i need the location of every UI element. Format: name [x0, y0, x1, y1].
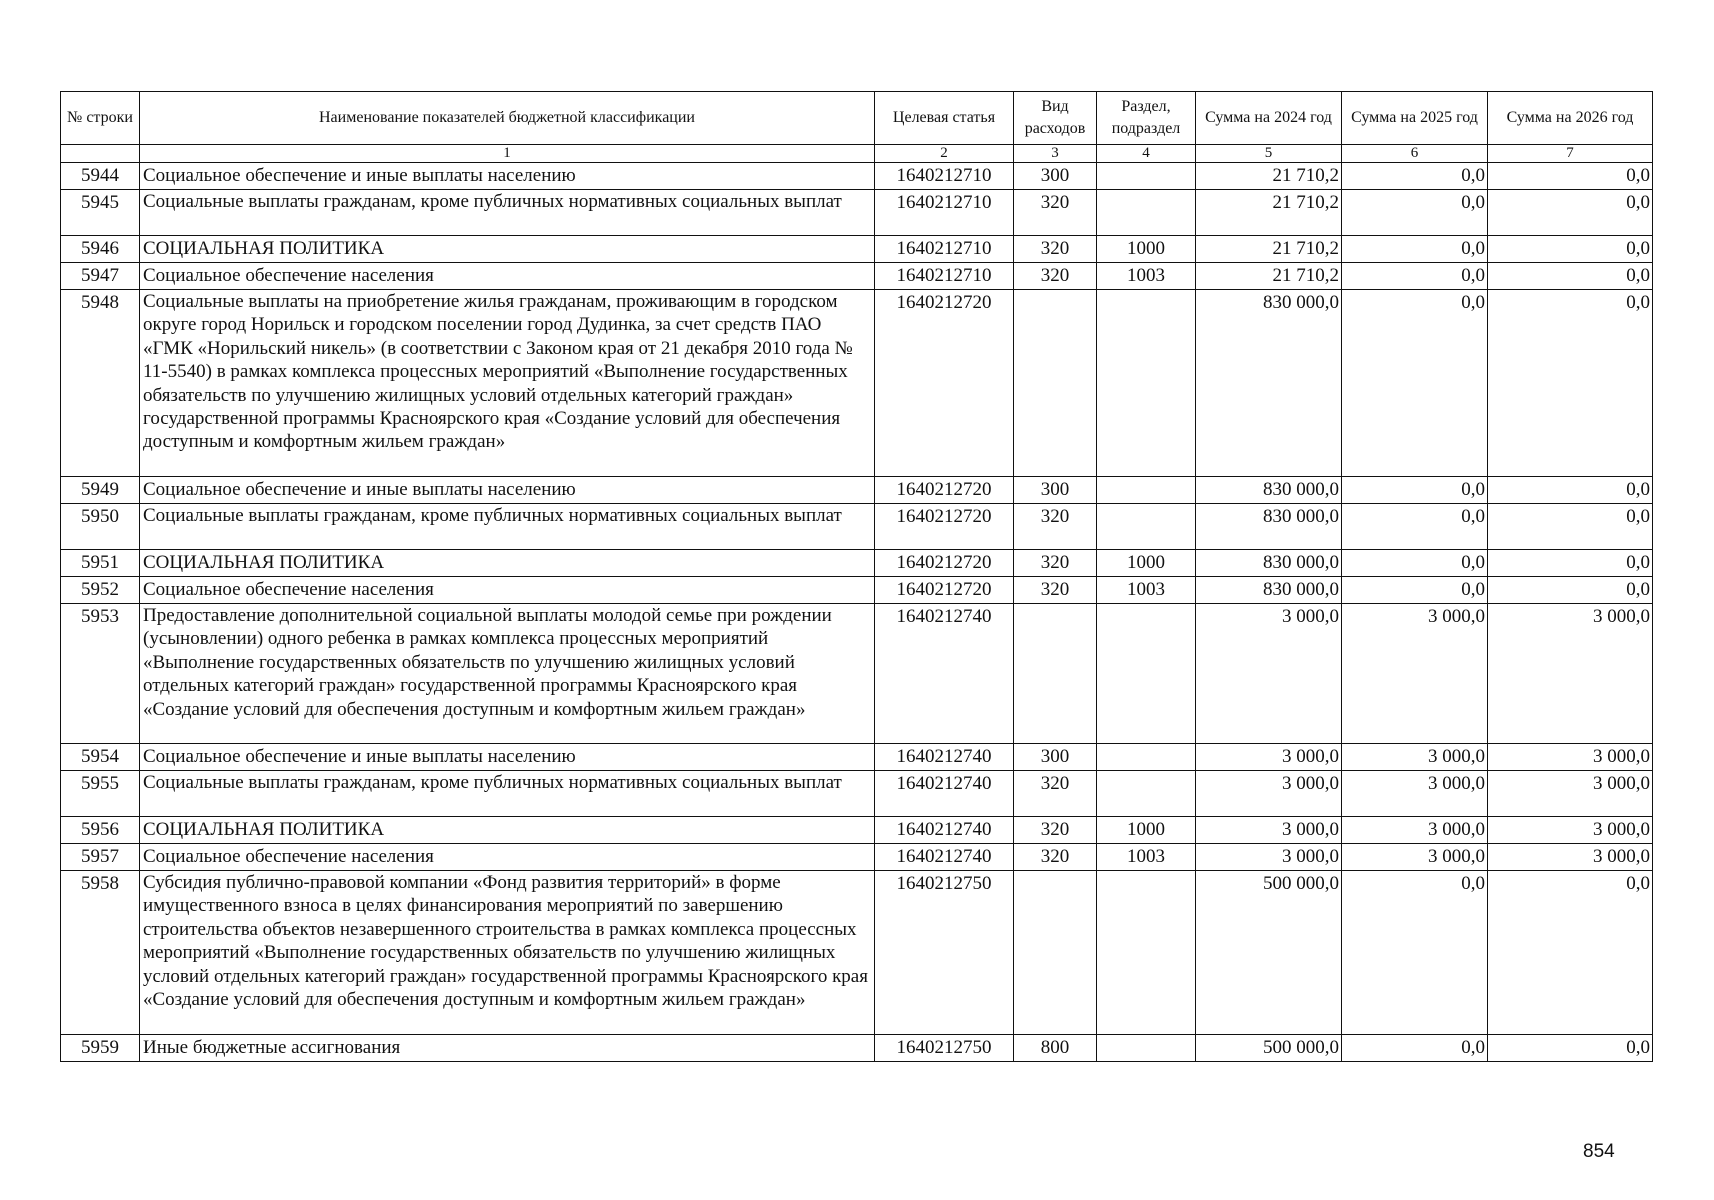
target-article-cell: 1640212720: [875, 477, 1014, 504]
column-number: 5: [1196, 145, 1342, 163]
section-code-cell: [1097, 190, 1196, 236]
sum-2026-cell: 3 000,0: [1488, 817, 1653, 844]
section-code-cell: 1003: [1097, 844, 1196, 871]
table-row: [61, 190, 1653, 236]
sum-2024-cell: 500 000,0: [1196, 871, 1342, 1035]
column-number: 2: [875, 145, 1014, 163]
target-article-cell: 1640212750: [875, 1035, 1014, 1062]
indicator-name-cell: Субсидия публично-правовой компании «Фонд развития территорий» в форме имущественного взноса в целях финансирования мероприятий по завершению строительства объектов незавершенного строительства в рамках комплекса процессных мероприятий «Выполнение государственных обязательств по улучшению жилищных условий отдельных категорий граждан» государственной программы Красноярского края «Создание условий для обеспечения доступным и комфортным жильем граждан»: [140, 871, 875, 1035]
sum-2025-cell: 0,0: [1342, 477, 1488, 504]
indicator-name-cell: Социальные выплаты гражданам, кроме публичных нормативных социальных выплат: [140, 190, 875, 236]
section-code-cell: [1097, 744, 1196, 771]
table-row: [61, 871, 1653, 1035]
target-article-cell: 1640212740: [875, 771, 1014, 817]
row-number-cell: 5948: [61, 290, 140, 477]
sum-2024-cell: 21 710,2: [1196, 163, 1342, 190]
target-article-cell: 1640212710: [875, 263, 1014, 290]
column-number: 3: [1014, 145, 1097, 163]
target-article-cell: 1640212750: [875, 871, 1014, 1035]
section-code-cell: [1097, 163, 1196, 190]
target-article-cell: 1640212740: [875, 604, 1014, 744]
indicator-name-cell: Социальное обеспечение и иные выплаты населению: [140, 477, 875, 504]
expense-type-cell: [1014, 871, 1097, 1035]
table-row: [61, 290, 1653, 477]
sum-2025-cell: 3 000,0: [1342, 771, 1488, 817]
sum-2025-cell: 0,0: [1342, 504, 1488, 550]
row-number-cell: 5957: [61, 844, 140, 871]
expense-type-cell: 300: [1014, 744, 1097, 771]
section-code-cell: [1097, 504, 1196, 550]
table-row: [61, 263, 1653, 290]
indicator-name-cell: Социальные выплаты на приобретение жилья гражданам, проживающим в городском округе город Норильск и городском поселении город Дудинка, за счет средств ПАО «ГМК «Норильский никель» (в соответствии с Законом края от 21 декабря 2010 года № 11-5540) в рамках комплекса процессных мероприятий «Выполнение государственных обязательств по улучшению жилищных условий отдельных категорий граждан» государственной программы Красноярского края «Создание условий для обеспечения доступным и комфортным жильем граждан»: [140, 290, 875, 477]
header-sum-2026: Сумма на 2026 год: [1488, 92, 1653, 145]
expense-type-cell: [1014, 604, 1097, 744]
column-number: 4: [1097, 145, 1196, 163]
table-row: [61, 236, 1653, 263]
sum-2024-cell: 830 000,0: [1196, 550, 1342, 577]
expense-type-cell: 320: [1014, 817, 1097, 844]
target-article-cell: 1640212710: [875, 190, 1014, 236]
row-number-cell: 5952: [61, 577, 140, 604]
sum-2024-cell: 3 000,0: [1196, 744, 1342, 771]
column-number-blank: [61, 145, 140, 163]
sum-2026-cell: 0,0: [1488, 871, 1653, 1035]
sum-2026-cell: 0,0: [1488, 163, 1653, 190]
header-expense-type: Вид расходов: [1014, 92, 1097, 145]
sum-2025-cell: 0,0: [1342, 871, 1488, 1035]
table-row: [61, 550, 1653, 577]
header-sum-2024: Сумма на 2024 год: [1196, 92, 1342, 145]
sum-2026-cell: 3 000,0: [1488, 744, 1653, 771]
section-code-cell: 1000: [1097, 550, 1196, 577]
header-row-number: № строки: [61, 92, 140, 145]
row-number-cell: 5944: [61, 163, 140, 190]
sum-2026-cell: 0,0: [1488, 477, 1653, 504]
column-number-row: [61, 145, 1653, 163]
sum-2025-cell: 3 000,0: [1342, 604, 1488, 744]
target-article-cell: 1640212740: [875, 817, 1014, 844]
target-article-cell: 1640212720: [875, 504, 1014, 550]
expense-type-cell: 320: [1014, 263, 1097, 290]
indicator-name-cell: Социальное обеспечение и иные выплаты населению: [140, 163, 875, 190]
table-body: [61, 163, 1653, 1062]
sum-2026-cell: 0,0: [1488, 504, 1653, 550]
row-number-cell: 5959: [61, 1035, 140, 1062]
table-row: [61, 844, 1653, 871]
sum-2024-cell: 3 000,0: [1196, 771, 1342, 817]
sum-2025-cell: 0,0: [1342, 1035, 1488, 1062]
sum-2025-cell: 0,0: [1342, 190, 1488, 236]
section-code-cell: [1097, 290, 1196, 477]
indicator-name-cell: Иные бюджетные ассигнования: [140, 1035, 875, 1062]
row-number-cell: 5947: [61, 263, 140, 290]
sum-2025-cell: 3 000,0: [1342, 844, 1488, 871]
row-number-cell: 5953: [61, 604, 140, 744]
target-article-cell: 1640212710: [875, 236, 1014, 263]
table-row: [61, 477, 1653, 504]
sum-2025-cell: 0,0: [1342, 550, 1488, 577]
indicator-name-cell: Социальное обеспечение населения: [140, 577, 875, 604]
sum-2026-cell: 0,0: [1488, 236, 1653, 263]
sum-2026-cell: 3 000,0: [1488, 844, 1653, 871]
table-row: [61, 577, 1653, 604]
indicator-name-cell: Социальные выплаты гражданам, кроме публичных нормативных социальных выплат: [140, 771, 875, 817]
indicator-name-cell: Предоставление дополнительной социальной выплаты молодой семье при рождении (усыновлении) одного ребенка в рамках комплекса процессных мероприятий «Выполнение государственных обязательств по улучшению жилищных условий отдельных категорий граждан» государственной программы Красноярского края «Создание условий для обеспечения доступным и комфортным жильем граждан»: [140, 604, 875, 744]
sum-2026-cell: 0,0: [1488, 190, 1653, 236]
row-number-cell: 5958: [61, 871, 140, 1035]
expense-type-cell: 320: [1014, 844, 1097, 871]
column-number: 1: [140, 145, 875, 163]
row-number-cell: 5955: [61, 771, 140, 817]
sum-2026-cell: 0,0: [1488, 577, 1653, 604]
expense-type-cell: 320: [1014, 236, 1097, 263]
row-number-cell: 5949: [61, 477, 140, 504]
sum-2024-cell: 21 710,2: [1196, 190, 1342, 236]
sum-2025-cell: 0,0: [1342, 263, 1488, 290]
table-header: [61, 92, 1653, 163]
sum-2026-cell: 3 000,0: [1488, 771, 1653, 817]
table-row: [61, 771, 1653, 817]
page-number: 854: [1583, 1141, 1615, 1162]
section-code-cell: [1097, 604, 1196, 744]
indicator-name-cell: Социальное обеспечение и иные выплаты населению: [140, 744, 875, 771]
row-number-cell: 5954: [61, 744, 140, 771]
expense-type-cell: 300: [1014, 163, 1097, 190]
section-code-cell: [1097, 1035, 1196, 1062]
section-code-cell: 1000: [1097, 236, 1196, 263]
section-code-cell: 1003: [1097, 263, 1196, 290]
expense-type-cell: 800: [1014, 1035, 1097, 1062]
target-article-cell: 1640212720: [875, 577, 1014, 604]
table-row: [61, 1035, 1653, 1062]
section-code-cell: 1000: [1097, 817, 1196, 844]
budget-table: [60, 91, 1653, 1062]
sum-2025-cell: 0,0: [1342, 577, 1488, 604]
sum-2024-cell: 830 000,0: [1196, 577, 1342, 604]
sum-2024-cell: 21 710,2: [1196, 236, 1342, 263]
column-number: 6: [1342, 145, 1488, 163]
sum-2024-cell: 830 000,0: [1196, 504, 1342, 550]
section-code-cell: [1097, 771, 1196, 817]
sum-2026-cell: 0,0: [1488, 263, 1653, 290]
sum-2025-cell: 3 000,0: [1342, 744, 1488, 771]
target-article-cell: 1640212710: [875, 163, 1014, 190]
row-number-cell: 5951: [61, 550, 140, 577]
indicator-name-cell: Социальное обеспечение населения: [140, 263, 875, 290]
sum-2026-cell: 0,0: [1488, 550, 1653, 577]
row-number-cell: 5945: [61, 190, 140, 236]
sum-2026-cell: 0,0: [1488, 1035, 1653, 1062]
row-number-cell: 5946: [61, 236, 140, 263]
expense-type-cell: 300: [1014, 477, 1097, 504]
sum-2024-cell: 500 000,0: [1196, 1035, 1342, 1062]
header-target-article: Целевая статья: [875, 92, 1014, 145]
sum-2025-cell: 0,0: [1342, 290, 1488, 477]
target-article-cell: 1640212720: [875, 290, 1014, 477]
sum-2026-cell: 3 000,0: [1488, 604, 1653, 744]
target-article-cell: 1640212740: [875, 844, 1014, 871]
sum-2026-cell: 0,0: [1488, 290, 1653, 477]
column-number: 7: [1488, 145, 1653, 163]
sum-2025-cell: 0,0: [1342, 163, 1488, 190]
table-row: [61, 163, 1653, 190]
sum-2024-cell: 3 000,0: [1196, 817, 1342, 844]
section-code-cell: 1003: [1097, 577, 1196, 604]
expense-type-cell: [1014, 290, 1097, 477]
table-row: [61, 817, 1653, 844]
table-row: [61, 744, 1653, 771]
indicator-name-cell: Социальные выплаты гражданам, кроме публичных нормативных социальных выплат: [140, 504, 875, 550]
header-sum-2025: Сумма на 2025 год: [1342, 92, 1488, 145]
sum-2025-cell: 3 000,0: [1342, 817, 1488, 844]
sum-2024-cell: 830 000,0: [1196, 477, 1342, 504]
sum-2024-cell: 3 000,0: [1196, 604, 1342, 744]
target-article-cell: 1640212720: [875, 550, 1014, 577]
section-code-cell: [1097, 871, 1196, 1035]
header-section: Раздел, подраздел: [1097, 92, 1196, 145]
expense-type-cell: 320: [1014, 504, 1097, 550]
indicator-name-cell: СОЦИАЛЬНАЯ ПОЛИТИКА: [140, 236, 875, 263]
indicator-name-cell: СОЦИАЛЬНАЯ ПОЛИТИКА: [140, 550, 875, 577]
sum-2024-cell: 21 710,2: [1196, 263, 1342, 290]
expense-type-cell: 320: [1014, 577, 1097, 604]
sum-2024-cell: 830 000,0: [1196, 290, 1342, 477]
section-code-cell: [1097, 477, 1196, 504]
indicator-name-cell: Социальное обеспечение населения: [140, 844, 875, 871]
row-number-cell: 5950: [61, 504, 140, 550]
header-indicator-name: Наименование показателей бюджетной классификации: [140, 92, 875, 145]
expense-type-cell: 320: [1014, 190, 1097, 236]
sum-2025-cell: 0,0: [1342, 236, 1488, 263]
row-number-cell: 5956: [61, 817, 140, 844]
sum-2024-cell: 3 000,0: [1196, 844, 1342, 871]
table-row: [61, 504, 1653, 550]
expense-type-cell: 320: [1014, 771, 1097, 817]
indicator-name-cell: СОЦИАЛЬНАЯ ПОЛИТИКА: [140, 817, 875, 844]
expense-type-cell: 320: [1014, 550, 1097, 577]
table-row: [61, 604, 1653, 744]
target-article-cell: 1640212740: [875, 744, 1014, 771]
